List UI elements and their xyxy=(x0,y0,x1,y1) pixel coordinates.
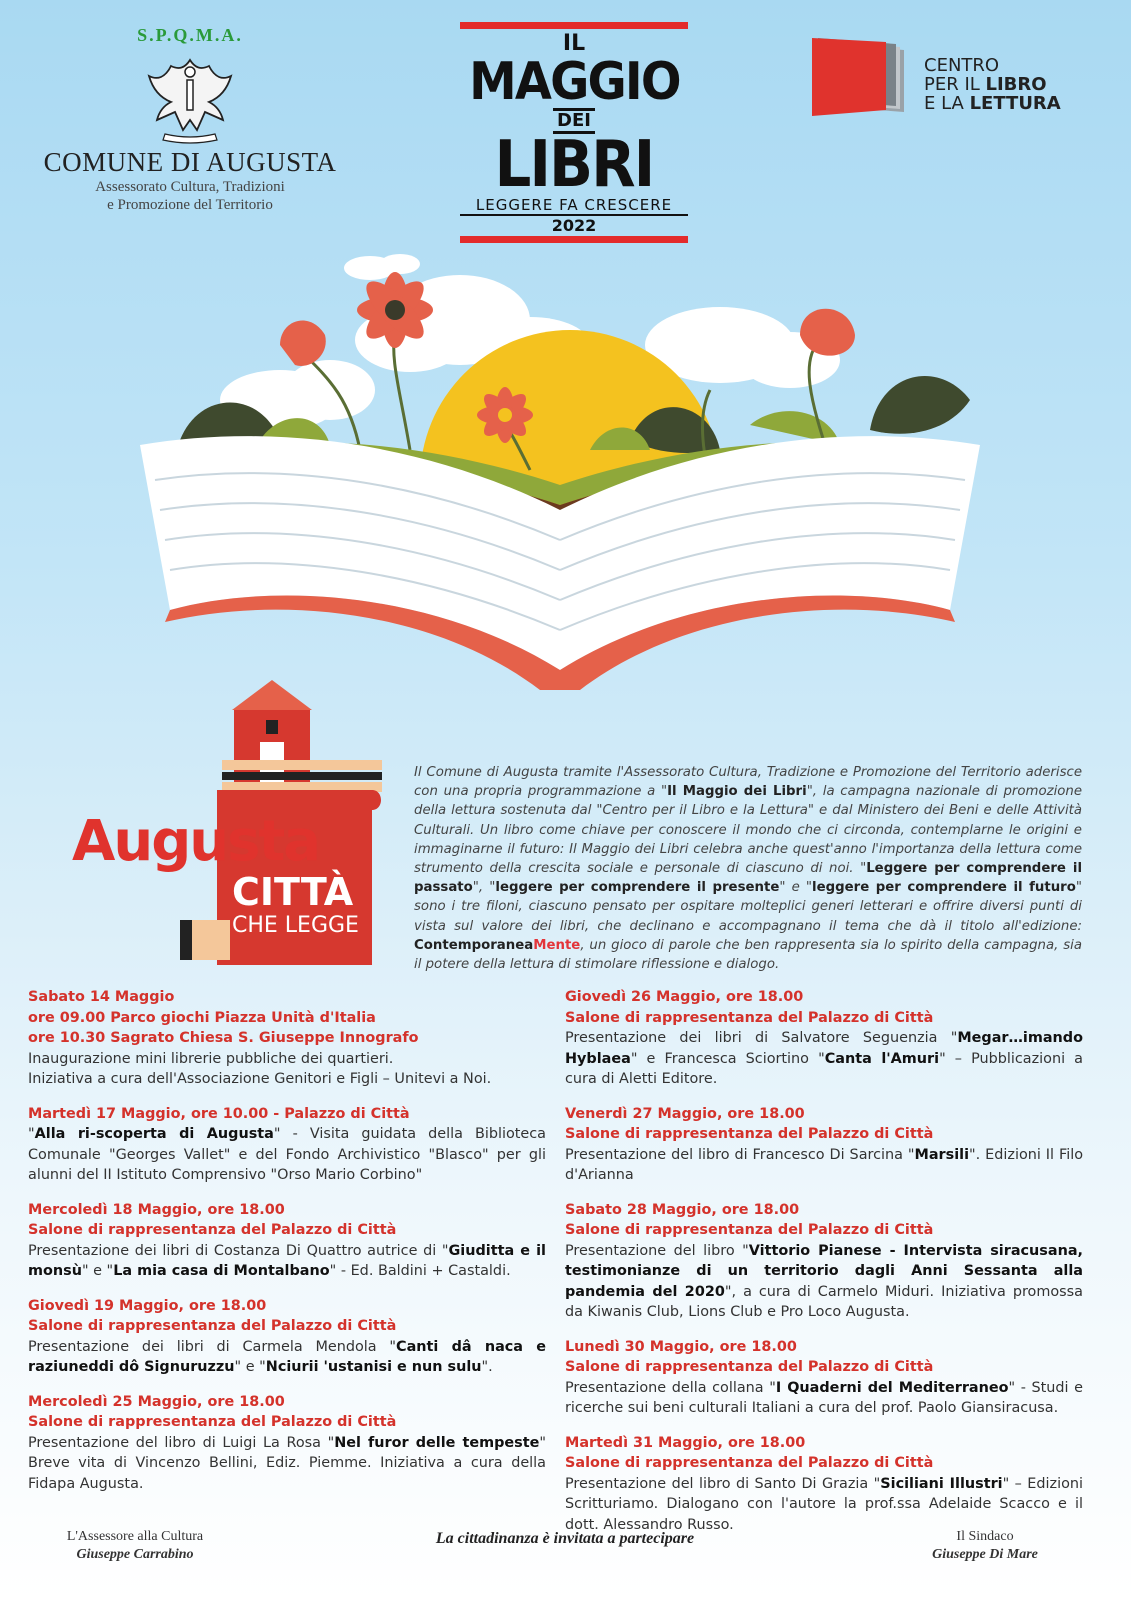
event-text: " e Francesca Sciortino " xyxy=(630,1050,825,1067)
intro-text-3: ", " xyxy=(472,880,496,896)
assessore-signature xyxy=(40,1528,230,1564)
event-text: " xyxy=(28,1126,35,1142)
event-book-title: Nel furor delle tempeste xyxy=(334,1434,540,1451)
event-date: Lunedì 30 Maggio, ore 18.00 xyxy=(565,1338,797,1355)
event-item xyxy=(28,1104,546,1186)
intro-text-5: " sono i tre filoni, ciascuno pensato per ospitare molteplici generi letterari e offrire diversi punti di vista sul valore dei libri, che declinano e accompagnano il tema che dà il titolo all'edizione: xyxy=(414,880,1082,934)
event-text: Presentazione dei libri di Carmela Mendola " xyxy=(28,1338,397,1355)
flower-icon xyxy=(477,387,533,443)
assessore-name: Giuseppe Carrabino xyxy=(76,1547,194,1562)
event-place: Salone di rappresentanza del Palazzo di Città xyxy=(565,1359,934,1375)
event-text: Presentazione del libro di Santo Di Grazia " xyxy=(565,1475,881,1492)
centro-line-3b: LETTURA xyxy=(969,93,1061,114)
event-text: ". Edizioni Il Filo d'Arianna xyxy=(565,1146,1084,1183)
event-item xyxy=(565,1104,1083,1186)
event-book-title: Giuditta e il monsù xyxy=(28,1242,546,1279)
event-place: Salone di rappresentanza del Palazzo di Città xyxy=(565,1455,934,1471)
intro-text-4: " e " xyxy=(779,880,813,896)
event-text: " - Ed. Baldini + Castaldi. xyxy=(329,1263,511,1279)
logo-il: IL xyxy=(562,31,586,56)
comune-header xyxy=(40,25,340,214)
intro-bold-futuro: leggere per comprendere il futuro xyxy=(812,880,1076,896)
event-text: " Breve vita di Vincenzo Bellini, Ediz. Piemme. Iniziativa a cura della Fidapa Augusta. xyxy=(28,1434,546,1492)
events-right-column xyxy=(565,987,1083,1549)
event-book-title: Siciliani Illustri xyxy=(880,1475,1003,1492)
centro-text xyxy=(924,56,1061,113)
event-text: " e " xyxy=(234,1359,266,1375)
logo-tagline: LEGGERE FA CRESCERE xyxy=(460,196,688,216)
invitation-text: La cittadinanza è invitata a partecipare xyxy=(435,1530,695,1547)
citta-word: CITTÀ xyxy=(232,870,354,914)
event-book-title: Nciurii 'ustanisi e nun sulu xyxy=(265,1359,482,1375)
spqma-motto: S.P.Q.M.A. xyxy=(137,25,243,45)
event-date: Giovedì 19 Maggio, ore 18.00 xyxy=(28,1297,267,1314)
event-text: ", a cura di Carmelo Miduri. Iniziativa promossa da Kiwanis Club, Lions Club e Pro Loco Augusta. xyxy=(565,1283,1083,1320)
tower-roof xyxy=(232,680,312,710)
augusta-word: Augusta xyxy=(72,809,320,874)
intro-bold-passato: Leggere per comprendere il passato xyxy=(414,861,1083,896)
event-place: Salone di rappresentanza del Palazzo di Città xyxy=(565,1009,934,1026)
centro-line-2 xyxy=(924,75,1061,94)
event-item xyxy=(28,1296,546,1378)
event-description xyxy=(28,1241,546,1282)
event-description xyxy=(28,1337,546,1378)
comune-subtitle-1: Assessorato Cultura, Tradizioni xyxy=(95,179,285,195)
event-item xyxy=(565,1433,1083,1536)
event-text: " – Edizioni Scritturiamo. Dialogano con l'autore la prof.ssa Adelaide Scacco e il dott. Alessandro Russo. xyxy=(565,1475,1084,1533)
event-date: Martedì 31 Maggio, ore 18.00 xyxy=(565,1434,806,1451)
intro-bold-presente: leggere per comprendere il presente xyxy=(495,880,780,896)
maggio-dei-libri-logo xyxy=(460,22,688,243)
eagle-crest-icon xyxy=(135,50,245,145)
sindaco-signature xyxy=(885,1528,1085,1564)
event-item xyxy=(28,1200,546,1282)
event-date: Sabato 14 Maggio xyxy=(28,989,175,1005)
logo-dei: DEI xyxy=(553,108,595,134)
comune-subtitle-2: e Promozione del Territorio xyxy=(107,197,273,213)
event-text: Presentazione del libro di Francesco Di Sarcina " xyxy=(565,1146,915,1163)
event-place: Salone di rappresentanza del Palazzo di Città xyxy=(565,1222,934,1238)
event-item xyxy=(28,1392,546,1495)
event-item xyxy=(28,987,546,1090)
centro-line-3 xyxy=(924,94,1061,113)
centro-line-2b: LIBRO xyxy=(985,74,1047,95)
event-text: Presentazione del libro " xyxy=(565,1242,749,1259)
intro-paragraph xyxy=(414,763,1082,974)
event-text: ". xyxy=(481,1359,493,1375)
event-item xyxy=(565,1200,1083,1323)
event-date: Venerdì 27 Maggio, ore 18.00 xyxy=(565,1105,805,1122)
event-book-title: Alla ri-scoperta di Augusta xyxy=(34,1126,274,1142)
sindaco-role: Il Sindaco xyxy=(956,1529,1014,1544)
intro-text-2: ", la campagna nazionale di promozione della lettura sostenuta dal "Centro per il Libro e la Lettura" e dal Ministero dei Beni e delle Attività Culturali. Un libro come chiave per conoscere il mondo che ci circonda, contemplarne le origini e immaginarne il futuro: Il Maggio dei Libri celebra anche quest'anno l'importanza della lettura come strumento della crescita sociale e personale di ciascuno di noi. " xyxy=(414,784,1083,877)
event-place: Salone di rappresentanza del Palazzo di Città xyxy=(28,1414,397,1430)
event-date: Mercoledì 18 Maggio, ore 18.00 xyxy=(28,1201,285,1218)
event-description xyxy=(565,1028,1083,1090)
event-text: " - Studi e ricerche sui beni culturali Italiani a cura del prof. Paolo Giansiracusa. xyxy=(565,1379,1084,1416)
centro-line-3a: E LA xyxy=(924,93,970,114)
centro-line-2a: PER IL xyxy=(924,74,986,95)
event-text: " - Visita guidata della Biblioteca Comunale "Georges Vallet" e del Fondo Archivistico "Blasco" per gli alunni del II Istituto Comprensivo "Orso Mario Corbino" xyxy=(28,1126,547,1183)
event-text: Presentazione dei libri di Salvatore Seguenzia " xyxy=(565,1030,958,1046)
event-description xyxy=(565,1378,1083,1419)
intro-bold-maggio: Il Maggio dei Libri xyxy=(667,784,807,800)
event-book-title: La mia casa di Montalbano xyxy=(113,1263,330,1279)
intro-text-6: , un gioco di parole che ben rappresenta sia lo spirito della campagna, sia il potere della lettura di stimolare riflessione e dialogo. xyxy=(414,937,1082,973)
event-book-title: I Quaderni del Mediterraneo xyxy=(775,1379,1009,1396)
logo-top-bar xyxy=(460,22,688,29)
event-book-title: Canti dâ naca e raziuneddi dô Signuruzzu xyxy=(28,1338,546,1375)
assessore-role: L'Assessore alla Cultura xyxy=(66,1529,204,1544)
event-text: Presentazione del libro di Luigi La Rosa " xyxy=(28,1434,335,1451)
logo-maggio: MAGGIO xyxy=(469,52,680,112)
event-date: Mercoledì 25 Maggio, ore 18.00 xyxy=(28,1393,285,1410)
open-book-garden-illustration xyxy=(110,250,1010,730)
event-time-place: ore 10.30 Sagrato Chiesa S. Giuseppe Innografo xyxy=(28,1030,419,1046)
event-place: Salone di rappresentanza del Palazzo di Città xyxy=(565,1126,934,1142)
event-book-title: Canta l'Amuri xyxy=(824,1050,940,1067)
event-date: Sabato 28 Maggio, ore 18.00 xyxy=(565,1201,800,1218)
event-place: Salone di rappresentanza del Palazzo di Città xyxy=(28,1318,397,1334)
event-item xyxy=(565,987,1083,1090)
event-date: Giovedì 26 Maggio, ore 18.00 xyxy=(565,989,804,1005)
intro-bold-contemporanea: Contemporanea xyxy=(414,937,534,953)
logo-libri: LIBRI xyxy=(494,128,654,202)
open-book-icon xyxy=(812,38,912,118)
centro-libro-logo xyxy=(812,38,1102,118)
centro-line-1: CENTRO xyxy=(924,55,1000,76)
event-text: Presentazione della collana " xyxy=(565,1379,776,1396)
event-text: Presentazione dei libri di Costanza Di Quattro autrice di " xyxy=(28,1242,449,1259)
intro-bold-mente: Mente xyxy=(533,937,581,953)
intro-text-1: Il Comune di Augusta tramite l'Assessorato Cultura, Tradizione e Promozione del Territorio aderisce con una propria programmazione a " xyxy=(414,765,1082,800)
event-description xyxy=(28,1124,546,1186)
event-description xyxy=(565,1241,1083,1323)
augusta-citta-che-legge-logo xyxy=(72,680,402,980)
sindaco-name: Giuseppe Di Mare xyxy=(932,1547,1038,1562)
logo-bottom-bar xyxy=(460,236,688,243)
event-book-title: Vittorio Pianese - Intervista siracusana, testimonianze di un territorio dagli Anni Sessanta alla pandemia del 2020 xyxy=(565,1242,1083,1300)
logo-year: 2022 xyxy=(551,216,597,235)
event-description xyxy=(28,1433,546,1495)
events-left-column xyxy=(28,987,546,1508)
event-date: Martedì 17 Maggio, ore 10.00 - Palazzo di Città xyxy=(28,1105,410,1122)
flower-icon xyxy=(357,272,433,348)
event-book-title: Marsili xyxy=(914,1146,970,1163)
event-description: Iniziativa a cura dell'Associazione Genitori e Figli – Unitevi a Noi. xyxy=(28,1071,492,1087)
comune-name: COMUNE DI AUGUSTA xyxy=(43,147,337,177)
che-legge-word: CHE LEGGE xyxy=(232,913,359,938)
event-item xyxy=(565,1337,1083,1419)
event-description: Inaugurazione mini librerie pubbliche dei quartieri. xyxy=(28,1050,394,1067)
event-place: Salone di rappresentanza del Palazzo di Città xyxy=(28,1222,397,1238)
event-text: " e " xyxy=(81,1263,114,1279)
event-book-title: Megar…imando Hyblaea xyxy=(565,1030,1083,1067)
event-description xyxy=(565,1474,1083,1536)
event-time-place: ore 09.00 Parco giochi Piazza Unità d'Italia xyxy=(28,1009,376,1026)
event-text: " – Pubblicazioni a cura di Aletti Editore. xyxy=(565,1050,1083,1087)
event-description xyxy=(565,1145,1083,1186)
book-stack xyxy=(222,760,382,792)
